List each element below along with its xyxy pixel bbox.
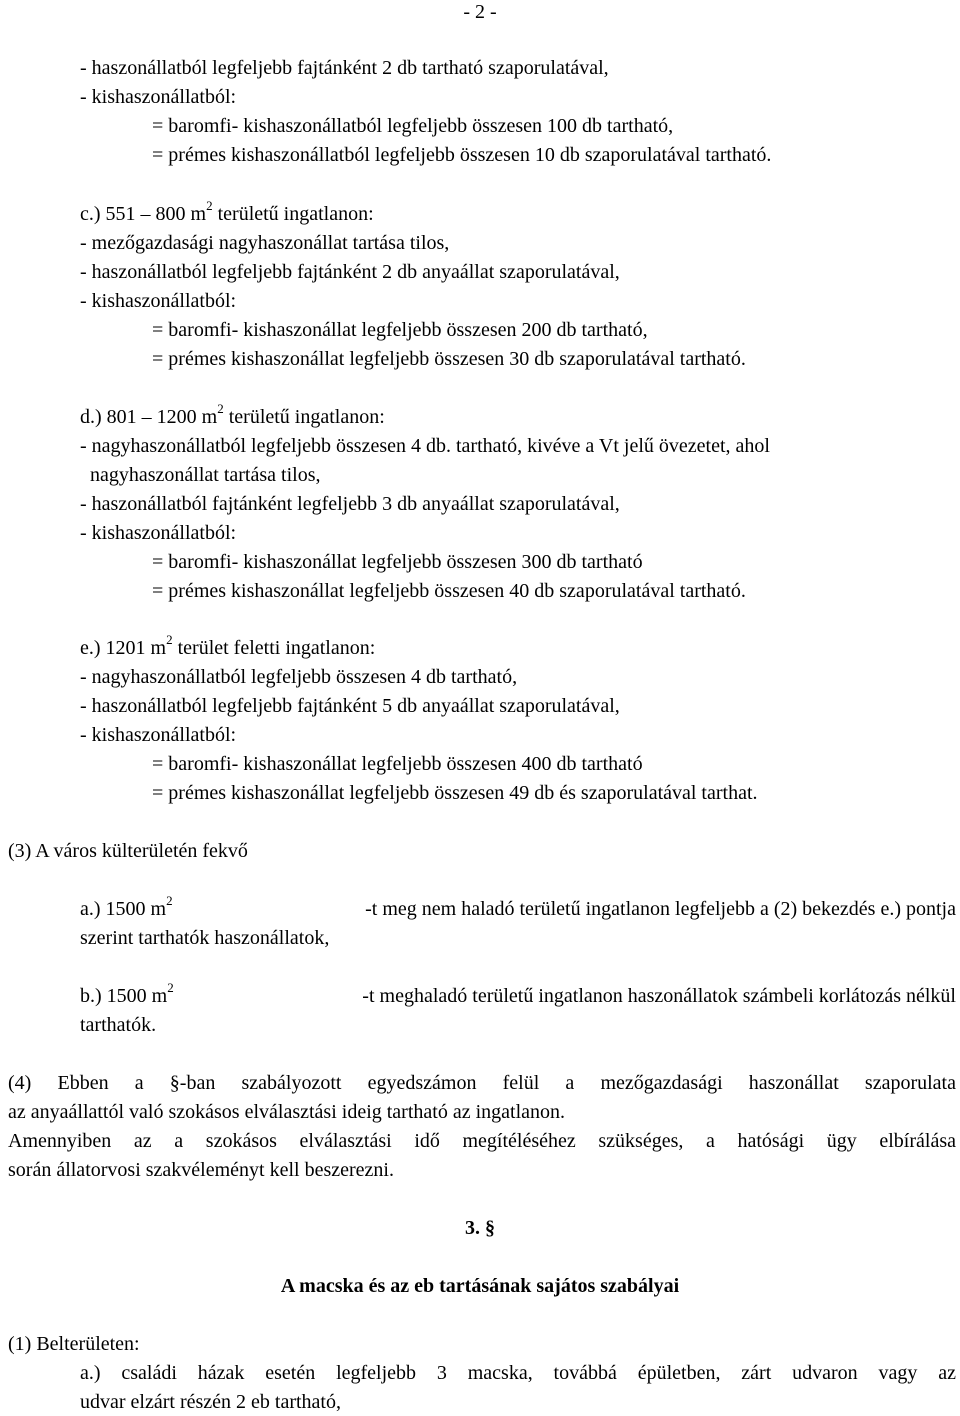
paragraph-line: (4) Ebben a §-ban szabályozott egyedszámon felül a mezőgazdasági haszonállat szaporulata <box>8 1072 956 1094</box>
list-item: - haszonállatból legfeljebb fajtánként 2 db tartható szaporulatával, <box>80 57 609 79</box>
paragraph-line: során állatorvosi szakvéleményt kell beszerezni. <box>8 1159 394 1181</box>
list-item: - mezőgazdasági nagyhaszonállat tartása tilos, <box>80 232 450 254</box>
paragraph-line: udvar elzárt részén 2 eb tartható, <box>80 1391 341 1413</box>
list-item: - nagyhaszonállatból legfeljebb összesen 4 db tartható, <box>80 666 518 688</box>
paragraph-line: a.) családi házak esetén legfeljebb 3 macska, továbbá épületben, zárt udvaron vagy az <box>80 1362 956 1384</box>
page-number: - 2 - <box>463 1 497 23</box>
list-item-continuation: nagyhaszonállat tartása tilos, <box>90 464 321 486</box>
section-number: 3. § <box>465 1217 495 1239</box>
list-item: = baromfi- kishaszonállatból legfeljebb összesen 100 db tartható, <box>152 115 674 137</box>
list-item: - haszonállatból legfeljebb fajtánként 2 db anyaállat szaporulatával, <box>80 261 620 283</box>
list-item: = prémes kishaszonállat legfeljebb összesen 49 db és szaporulatával tarthat. <box>152 782 758 804</box>
list-item: - haszonállatból fajtánként legfeljebb 3 db anyaállat szaporulatával, <box>80 493 620 515</box>
list-item: = baromfi- kishaszonállat legfeljebb összesen 200 db tartható, <box>152 319 648 341</box>
list-item: = prémes kishaszonállat legfeljebb összesen 30 db szaporulatával tartható. <box>152 348 746 370</box>
list-item: - nagyhaszonállatból legfeljebb összesen 4 db. tartható, kivéve a Vt jelű övezetet, ahol <box>80 435 770 457</box>
paragraph-line: a.) 1500 $m^2$ -t meg nem haladó területű ingatlanon legfeljebb a (2) bekezdés e.) pontja <box>80 893 956 920</box>
list-item: - haszonállatból legfeljebb fajtánként 5 db anyaállat szaporulatával, <box>80 695 620 717</box>
paragraph-line: szerint tarthatók haszonállatok, <box>80 927 330 949</box>
list-item: - kishaszonállatból: <box>80 86 237 108</box>
list-item: - kishaszonállatból: <box>80 724 237 746</box>
subsection-heading-e: e.) 1201 $m^2$ terület feletti ingatlanon: <box>80 632 376 659</box>
paragraph-line: b.) 1500 $m^2$ -t meghaladó területű ingatlanon haszonállatok számbeli korlátozás nélkül <box>80 980 956 1007</box>
paragraph-line: az anyaállattól való szokásos elválasztási ideig tartható az ingatlanon. <box>8 1101 566 1123</box>
list-item: - kishaszonállatból: <box>80 522 237 544</box>
paragraph-heading: (3) A város külterületén fekvő <box>8 840 248 862</box>
list-item: = baromfi- kishaszonállat legfeljebb összesen 300 db tartható <box>152 551 643 573</box>
list-item: = prémes kishaszonállat legfeljebb összesen 40 db szaporulatával tartható. <box>152 580 746 602</box>
list-item: = baromfi- kishaszonállat legfeljebb összesen 400 db tartható <box>152 753 643 775</box>
paragraph-line: Amennyiben az a szokásos elválasztási idő megítéléséhez szükséges, a hatósági ügy elbírálása <box>8 1130 956 1152</box>
paragraph-line: tarthatók. <box>80 1014 157 1036</box>
subsection-heading-c: c.) 551 – 800 $m^2$ területű ingatlanon: <box>80 198 374 225</box>
subsection-heading-d: d.) 801 – 1200 $m^2$ területű ingatlanon: <box>80 401 385 428</box>
list-item: = prémes kishaszonállatból legfeljebb összesen 10 db szaporulatával tartható. <box>152 144 772 166</box>
section-title: A macska és az eb tartásának sajátos szabályai <box>280 1275 680 1297</box>
list-item: - kishaszonállatból: <box>80 290 237 312</box>
paragraph-heading: (1) Belterületen: <box>8 1333 140 1355</box>
